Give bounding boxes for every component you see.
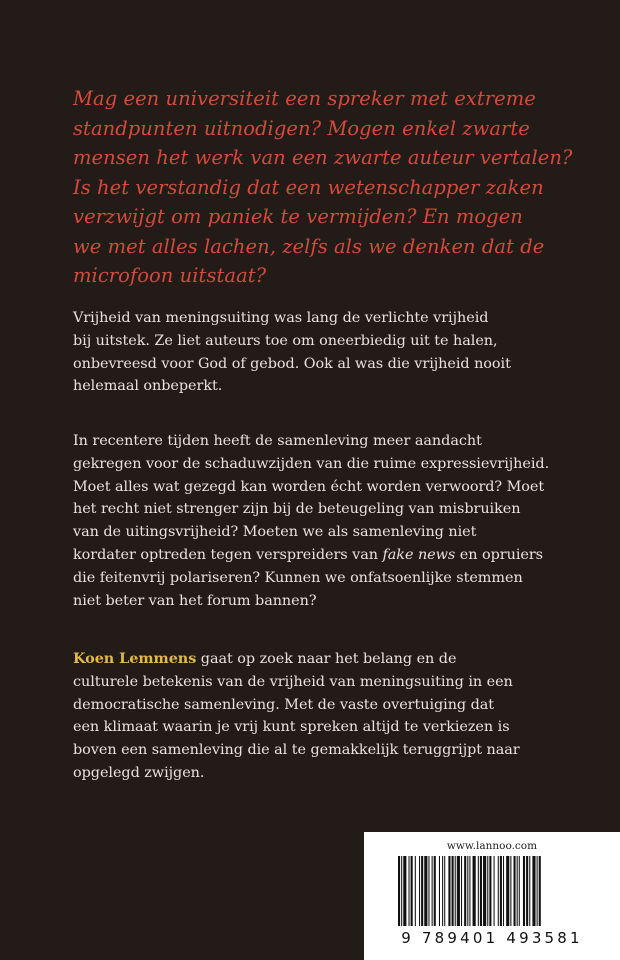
barcode-bar <box>401 856 402 926</box>
barcode-bar <box>483 856 486 926</box>
barcode-bar <box>523 856 525 926</box>
barcode-bar <box>403 856 406 926</box>
paragraph-line: het recht niet strenger zijn bij de beteugeling van misbruiken <box>73 501 521 518</box>
barcode-bar <box>398 856 400 926</box>
barcode-icon <box>398 856 586 926</box>
paragraph-line: opgelegd zwijgen. <box>73 764 205 781</box>
line-text: kordater optreden tegen verspreiders van <box>73 546 383 563</box>
author-name: Koen Lemmens <box>73 650 197 667</box>
barcode-bar <box>421 856 423 926</box>
barcode-bar <box>517 856 518 926</box>
paragraph-line: boven een samenleving die al te gemakkelijk teruggrijpt naar <box>73 742 520 759</box>
intro-line: mensen het werk van een zwarte auteur vertalen? <box>73 146 573 169</box>
barcode-bar <box>526 856 528 926</box>
intro-line: standpunten uitnodigen? Mogen enkel zwarte <box>73 116 530 140</box>
barcode-bar <box>489 856 491 926</box>
barcode-bar <box>519 856 520 926</box>
paragraph-line: onbevreesd voor God of gebod. Ook al was die vrijheid nooit <box>73 355 511 372</box>
barcode-bar <box>514 856 516 926</box>
paragraph-freedom-history <box>73 307 603 398</box>
barcode-bar <box>439 856 440 926</box>
barcode-bar <box>464 856 466 926</box>
barcode-bar <box>434 856 436 926</box>
paragraph-line: gekregen voor de schaduwzijden van die ruime expressievrijheid. <box>73 455 550 472</box>
paragraph-line: die feitenvrij polariseren? Kunnen we onfatsoenlijke stemmen <box>73 569 523 586</box>
isbn-barcode-box <box>364 832 620 960</box>
paragraph-line: Moet alles wat gezegd kan worden écht worden verwoord? Moet <box>73 478 545 495</box>
paragraph-author-summary <box>73 648 603 785</box>
fake-news-emphasis: fake news <box>382 546 456 563</box>
intro-line: microfoon uitstaat? <box>73 264 267 287</box>
intro-questions <box>73 84 593 291</box>
barcode-bar <box>455 856 456 926</box>
paragraph-line: bij uitstek. Ze liet auteurs toe om oneerbiedig uit te halen, <box>73 332 498 349</box>
barcode-bar <box>498 856 499 926</box>
barcode-bar <box>432 856 433 926</box>
barcode-bar <box>506 856 509 926</box>
line-text: gaat op zoek naar het belang en de <box>196 651 457 667</box>
paragraph-line: een klimaat waarin je vrij kunt spreken altijd te verkiezen is <box>73 719 510 736</box>
barcode-bar <box>467 856 468 926</box>
barcode-bar <box>409 856 410 926</box>
paragraph-line <box>73 544 603 567</box>
barcode-bar <box>537 856 538 926</box>
barcode-bar <box>442 856 443 926</box>
intro-line: we met alles lachen, zelfs als we denken dat de <box>73 234 545 258</box>
barcode-bar <box>539 856 541 926</box>
paragraph-line: niet beter van het forum bannen? <box>73 592 317 609</box>
paragraph-line: democratische samenleving. Met de vaste overtuiging dat <box>73 696 495 713</box>
barcode-bar <box>500 856 502 926</box>
barcode-bar <box>452 856 454 926</box>
barcode-bar <box>469 856 470 926</box>
publisher-website: www.lannoo.com <box>446 840 538 852</box>
barcode-bar <box>448 856 450 926</box>
paragraph-line: helemaal onbeperkt. <box>73 378 223 395</box>
barcode-bar <box>473 856 476 926</box>
barcode-bar <box>461 856 462 926</box>
barcode-bar <box>503 856 504 926</box>
line-text: en opruiers <box>455 546 544 563</box>
paragraph-line: Vrijheid van meningsuiting was lang de verlichte vrijheid <box>73 310 489 326</box>
isbn-number: 9 789401 493581 <box>401 929 583 947</box>
paragraph-recent-times <box>73 430 603 612</box>
paragraph-line: culturele betekenis van de vrijheid van meningsuiting in een <box>73 673 513 690</box>
barcode-bar <box>494 856 495 926</box>
barcode-bar <box>424 856 427 926</box>
barcode-bar <box>428 856 429 926</box>
barcode-bar <box>529 856 530 926</box>
barcode-bar <box>415 856 416 926</box>
barcode-bar <box>478 856 479 926</box>
barcode-bar <box>532 856 535 926</box>
intro-line: verzwijgt om paniek te vermijden? En mogen <box>73 205 523 228</box>
paragraph-line <box>73 648 603 671</box>
barcode-bar <box>510 856 511 926</box>
paragraph-line: In recentere tijden heeft de samenleving meer aandacht <box>73 433 482 449</box>
intro-line: Mag een universiteit een spreker met extreme <box>73 87 536 110</box>
barcode-bar <box>444 856 445 926</box>
barcode-bar <box>411 856 413 926</box>
barcode-bar <box>419 856 420 926</box>
barcode-bar <box>487 856 488 926</box>
barcode-bar <box>480 856 482 926</box>
paragraph-line: van de uitingsvrijheid? Moeten we als samenleving niet <box>73 524 477 541</box>
intro-line: Is het verstandig dat een wetenschapper zaken <box>73 175 544 199</box>
barcode-bar <box>457 856 460 926</box>
